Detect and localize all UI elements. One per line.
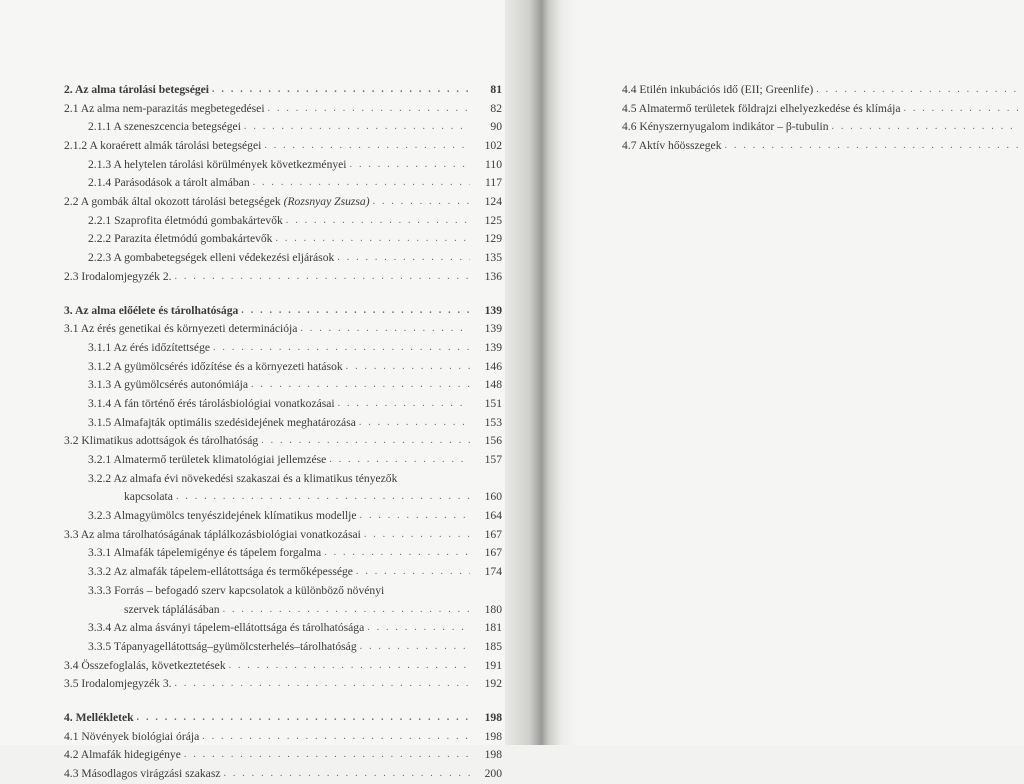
toc-entry: 2.1.1 A szeneszcencia betegségei . . . 90: [64, 118, 502, 137]
toc-entry: 3.1.4 A fán történő érés tárolásbiológiai vonatkozásai . . . 151: [64, 395, 502, 414]
toc-entry: 2.2 A gombák által okozott tárolási betegségek (Rozsnyay Zsuzsa) . . . 124: [64, 193, 502, 212]
toc-entry: 3.3.5 Tápanyagellátottság–gyümölcsterhelés–tárolhatóság . . . 185: [64, 638, 502, 657]
toc-entry: 3.3 Az alma tárolhatóságának táplálkozásbiológiai vonatkozásai . . . 167: [64, 526, 502, 545]
toc-entry: 4. Mellékletek . . . 198: [64, 709, 502, 728]
toc-entry: 4.5 Almatermő területek földrajzi elhelyezkedése és klímája . . .: [622, 100, 1024, 119]
toc-entry: 2.3 Irodalomjegyzék 2. . . . 136: [64, 268, 502, 287]
book-gutter: [505, 0, 575, 745]
toc-entry: 3.1.5 Almafajták optimális szedésidejének meghatározása . . . 153: [64, 414, 502, 433]
toc-entry: 3.3.4 Az alma ásványi tápelem-ellátottsága és tárolhatósága . . . 181: [64, 619, 502, 638]
toc-entry: 3.5 Irodalomjegyzék 3. . . . 192: [64, 675, 502, 694]
toc-entry: 4.2 Almafák hidegigénye . . . 198: [64, 746, 502, 765]
toc-entry: szervek táplálásában . . . 180: [64, 601, 502, 620]
toc-entry: 3.1 Az érés genetikai és környezeti determinációja . . . 139: [64, 320, 502, 339]
table-of-contents-right: [622, 81, 1024, 156]
toc-entry: 4.6 Kényszernyugalom indikátor – β-tubulin . . .: [622, 118, 1024, 137]
toc-entry: 3.2 Klimatikus adottságok és tárolhatóság . . . 156: [64, 432, 502, 451]
toc-entry: 3.3.3 Forrás – befogadó szerv kapcsolatok a különböző növényi: [88, 583, 385, 597]
toc-entry: 2.1.3 A helytelen tárolási körülmények következményei . . . 110: [64, 156, 502, 175]
toc-entry: 2.1.2 A koraérett almák tárolási betegségei . . . 102: [64, 137, 502, 156]
toc-entry: 2.2.1 Szaprofita életmódú gombakártevők . . . 125: [64, 212, 502, 231]
toc-entry: 2.2.2 Parazita életmódú gombakártevők . . . 129: [64, 231, 502, 250]
toc-entry: 2.2.3 A gombabetegségek elleni védekezési eljárások . . . 135: [64, 249, 502, 268]
toc-entry: 3.1.3 A gyümölcsérés autonómiája . . . 148: [64, 376, 502, 395]
author-credit: (Rozsnyay Zsuzsa): [283, 195, 370, 209]
toc-entry: 3.4 Összefoglalás, következtetések . . . 191: [64, 657, 502, 676]
toc-entry: 3.2.2 Az almafa évi növekedési szakaszai és a klimatikus tényezők: [88, 471, 398, 485]
toc-entry: kapcsolata . . . 160: [64, 488, 502, 507]
toc-entry: 4.7 Aktív hőösszegek . . .: [622, 137, 1024, 156]
toc-entry: 4.4 Etilén inkubációs idő (EII; Greenlife) . . .: [622, 81, 1024, 100]
toc-entry: 3.3.2 Az almafák tápelem-ellátottsága és termőképessége . . . 174: [64, 563, 502, 582]
toc-entry: 2.1.4 Parásodások a tárolt almában . . . 117: [64, 174, 502, 193]
toc-entry: 3.2.3 Almagyümölcs tenyészidejének klímatikus modellje . . . 164: [64, 507, 502, 526]
toc-entry: 3.3.1 Almafák tápelemigénye és tápelem forgalma . . . 167: [64, 545, 502, 564]
toc-entry: 3. Az alma előélete és tárolhatósága . . . 139: [64, 302, 502, 321]
toc-entry: 3.1.2 A gyümölcsérés időzítése és a környezeti hatások . . . 146: [64, 358, 502, 377]
toc-entry: 3.2.1 Almatermő területek klimatológiai jellemzése . . . 157: [64, 451, 502, 470]
toc-entry: 3.1.1 Az érés időzítettsége . . . 139: [64, 339, 502, 358]
toc-entry: 4.1 Növények biológiai órája . . . 198: [64, 728, 502, 747]
table-of-contents-left: [64, 81, 502, 784]
toc-entry: 4.3 Másodlagos virágzási szakasz . . . 200: [64, 765, 502, 784]
toc-entry: 2.1 Az alma nem-parazitás megbetegedései . . . 82: [64, 100, 502, 119]
toc-entry: 2. Az alma tárolási betegségei . . . 81: [64, 81, 502, 100]
